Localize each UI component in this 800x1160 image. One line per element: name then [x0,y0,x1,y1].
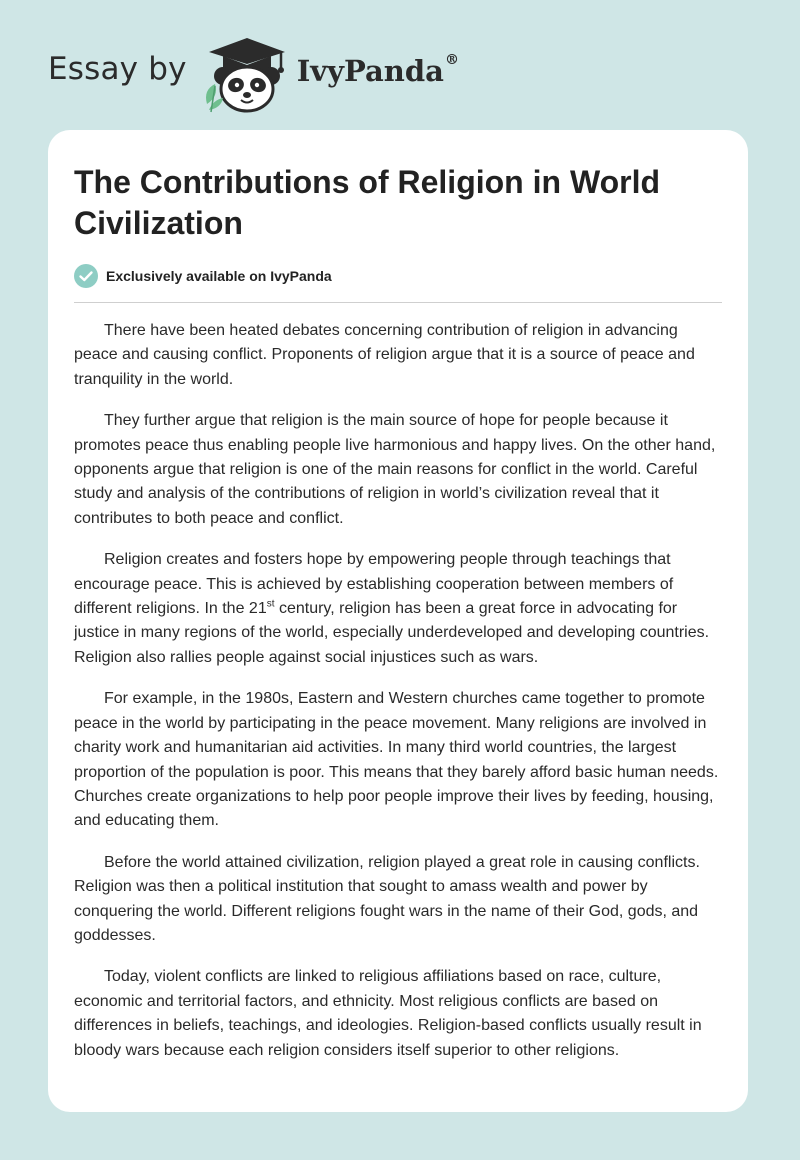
paragraph-1: There have been heated debates concerning contribution of religion in advancing peace and causing conflict. Proponents of religion argue that it is a source of peace and tranquility in the world. [74,322,695,388]
paragraph-4: For example, in the 1980s, Eastern and Western churches came together to promote peace in the world by participating in the peace movement. Many religions are involved in charity work and humanitarian aid activities. In many third world countries, the largest proportion of the population is poor. This means that they barely afford basic human needs. Churches create organizations to help poor people improve their lives by feeding, housing, and educating them. [74,690,719,830]
check-circle-icon [74,264,98,288]
exclusive-text: Exclusively available on IvyPanda [106,268,332,284]
paragraph-3-after: century, religion has been a great force in advocating for justice in many regions of the world, especially underdeveloped and developing countries. Religion also rallies people against social injustices such as wars. [74,600,710,666]
brand-name-text: IvyPanda [296,54,444,88]
exclusive-badge [74,264,332,288]
paragraph-2: They further argue that religion is the main source of hope for people because it promotes peace thus enabling people live harmonious and happy lives. On the other hand, opponents argue that religion is one of the main reasons for conflict in the world. Careful study and analysis of the contributions of religion in world’s civilization reveal that it contributes to both peace and conflict. [74,412,716,527]
essay-card [48,130,748,1112]
paragraph-3-before: Religion creates and fosters hope by empowering people through teachings that encourage peace. This is achieved by establishing cooperation between members of different religions. In the 21 [74,551,674,618]
divider [74,302,722,303]
paragraph-5: Before the world attained civilization, religion played a great role in causing conflicts. Religion was then a political institution that sought to amass wealth and power by conquering the world. Different religions fought wars in the name of their God, gods, and goddesses. [74,853,700,944]
brand-header[interactable] [48,34,459,114]
registered-mark: ® [444,52,459,68]
brand-name [297,54,459,88]
essay-body [74,319,722,1080]
essay-title: The Contributions of Religion in World Civilization [74,164,660,241]
paragraph-3 [74,548,722,670]
brand-prefix: Essay by [48,51,187,87]
ordinal-suffix: st [266,598,275,610]
paragraph-6: Today, violent conflicts are linked to religious affiliations based on race, culture, economic and territorial factors, and ethnicity. Most religious conflicts are based on differences in beliefs, teachings, and ideologies. Religion-based conflicts usually result in bloody wars because each religion considers itself superior to other religions. [74,968,702,1059]
panda-graduate-icon [201,34,293,114]
